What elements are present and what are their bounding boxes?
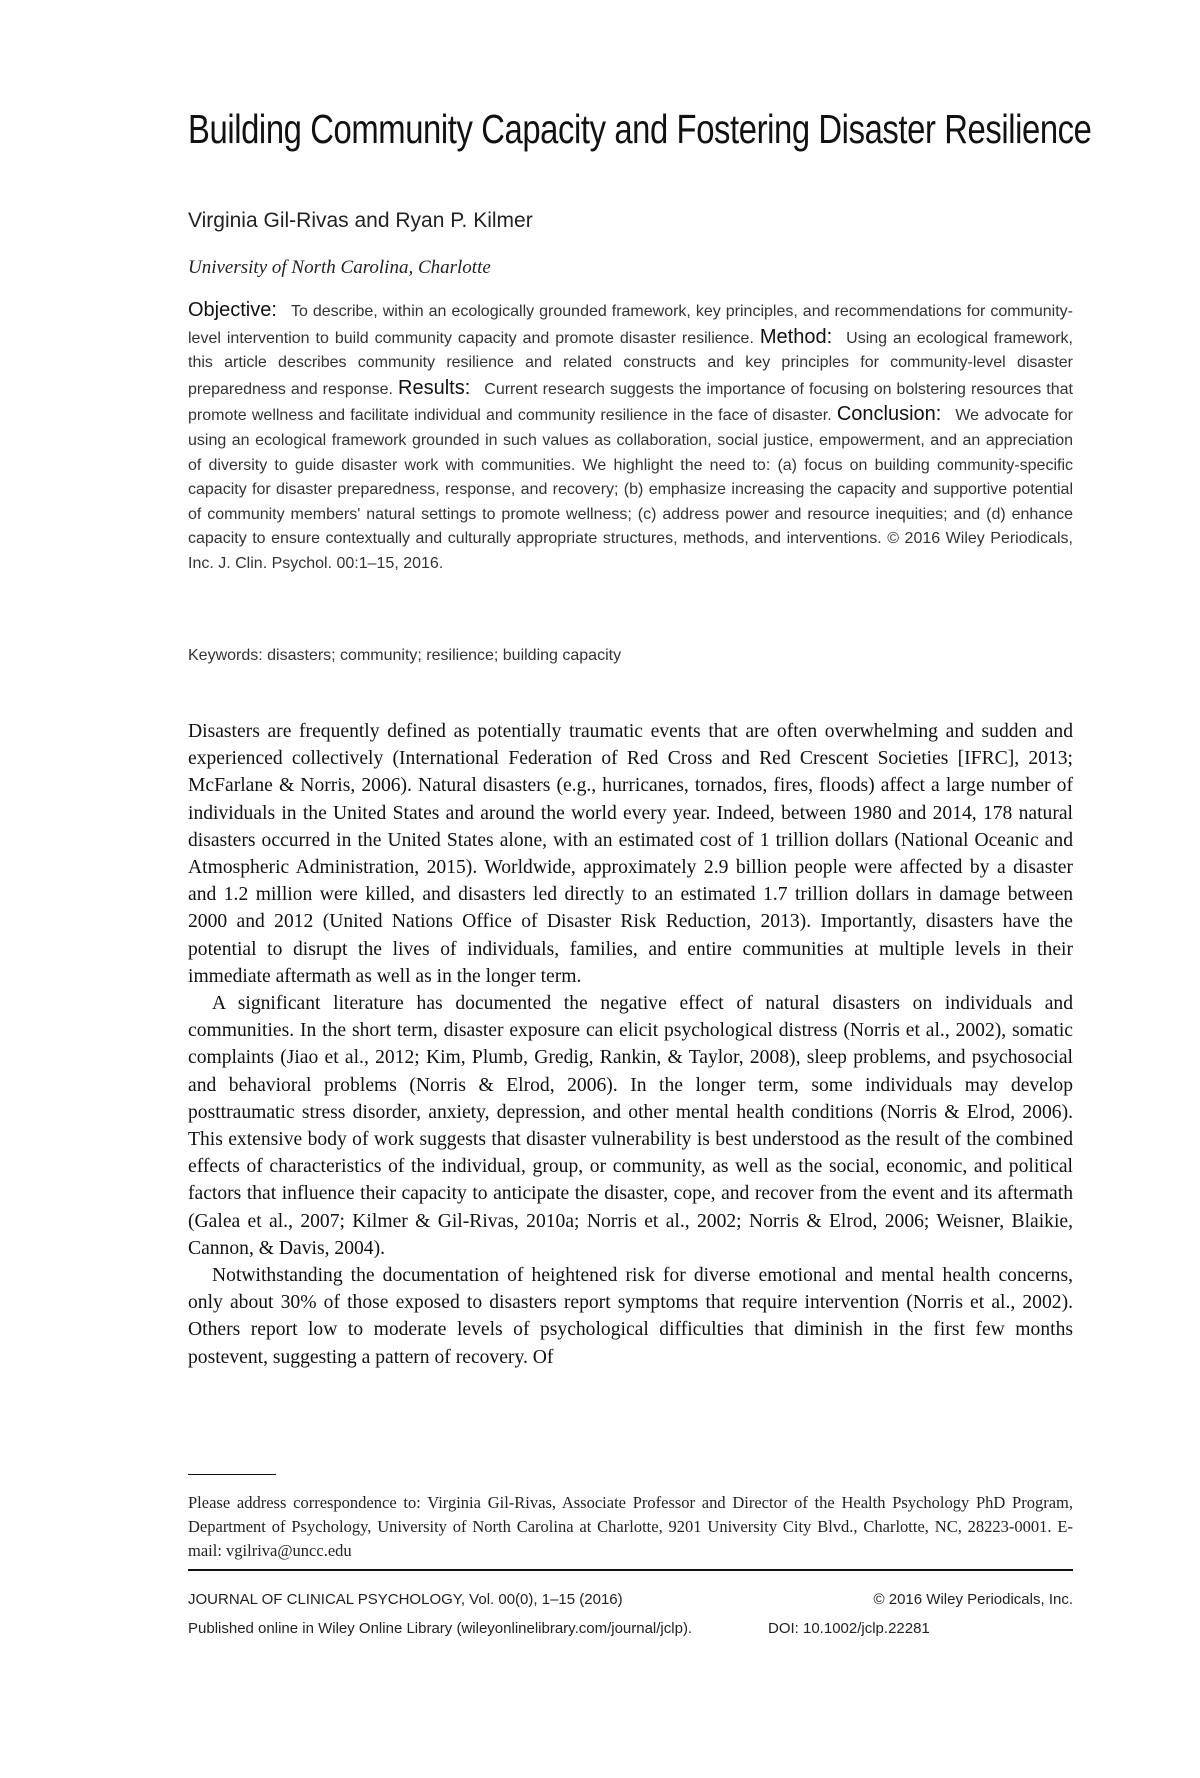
footnote-divider: [188, 1474, 276, 1475]
doi: DOI: 10.1002/jclp.22281: [768, 1620, 930, 1637]
abstract-conclusion-label: Conclusion:: [836, 403, 942, 426]
copyright-notice: © 2016 Wiley Periodicals, Inc.: [873, 1591, 1073, 1608]
journal-citation: JOURNAL OF CLINICAL PSYCHOLOGY, Vol. 00(0), 1–15 (2016): [188, 1591, 623, 1608]
body-paragraph: Notwithstanding the documentation of heightened risk for diverse emotional and mental health concerns, only about 30% of those exposed to disasters report symptoms that require intervention (Norris et al., 2002). Others report low to moderate levels of psychological difficulties that diminish in the first few months postevent, suggesting a pattern of recovery. Of: [188, 1265, 1073, 1368]
article-title: Building Community Capacity and Fostering Disaster Resilience: [188, 106, 1092, 152]
abstract: [188, 298, 1073, 577]
body-paragraph: A significant literature has documented the negative effect of natural disasters on individuals and communities. In the short term, disaster exposure can elicit psychological distress (Norris et al., 2002), somatic complaints (Jiao et al., 2012; Kim, Plumb, Gredig, Rankin, & Taylor, 2008), sleep problems, and psychosocial and behavioral problems (Norris & Elrod, 2006). In the longer term, some individuals may develop posttraumatic stress disorder, anxiety, depression, and other mental health conditions (Norris & Elrod, 2006). This extensive body of work suggests that disaster vulnerability is best understood as the result of the combined effects of characteristics of the individual, group, or community, as well as the social, economic, and political factors that influence their capacity to anticipate the disaster, cope, and recover from the event and its aftermath (Galea et al., 2007; Kilmer & Gil-Rivas, 2010a; Norris et al., 2002; Norris & Elrod, 2006; Weisner, Blaikie, Cannon, & Davis, 2004).: [188, 993, 1073, 1259]
author-affiliation: University of North Carolina, Charlotte: [188, 257, 491, 278]
correspondence-footnote: Please address correspondence to: Virginia Gil-Rivas, Associate Professor and Director of the Health Psychology PhD Program, Department of Psychology, University of North Carolina at Charlotte, 9201 University City Blvd., Charlotte, NC, 28223-0001. E-mail: vgilriva@uncc.edu: [188, 1493, 1073, 1560]
abstract-conclusion-text: We advocate for using an ecological framework grounded in such values as collaboration, social justice, empowerment, and an appreciation of diversity to guide disaster work with communities. We highlight the need to: (a) focus on building community-specific capacity for disaster preparedness, response, and recovery; (b) emphasize increasing the capacity and supportive potential of community members' natural settings to promote wellness; (c) address power and resource inequities; and (d) enhance capacity to ensure contextually and culturally appropriate structures, methods, and interventions.: [188, 407, 1073, 548]
abstract-method-label: Method:: [759, 325, 833, 348]
body-paragraph: Disasters are frequently defined as potentially traumatic events that are often overwhelming and sudden and experienced collectively (International Federation of Red Cross and Red Crescent Societies [IFRC], 2013; McFarlane & Norris, 2006). Natural disasters (e.g., hurricanes, tornados, fires, floods) affect a large number of individuals in the United States and around the world every year. Indeed, between 1980 and 2014, 178 natural disasters occurred in the United States alone, with an estimated cost of 1 trillion dollars (National Oceanic and Atmospheric Administration, 2015). Worldwide, approximately 2.9 billion people were affected by a disaster and 1.2 million were killed, and disasters led directly to an estimated 1.7 trillion dollars in damage between 2000 and 2012 (United Nations Office of Disaster Risk Reduction, 2013). Importantly, disasters have the potential to disrupt the lives of individuals, families, and entire communities at multiple levels in their immediate aftermath as well as in the longer term.: [188, 721, 1073, 987]
author-list: Virginia Gil-Rivas and Ryan P. Kilmer: [188, 209, 533, 232]
abstract-method-text: Using an ecological framework, this article describes community resilience and related constructs and key principles for community-level disaster preparedness and response.: [188, 329, 1074, 398]
body-text: [188, 718, 1073, 1371]
abstract-objective-label: Objective:: [188, 299, 277, 321]
footer-divider: [188, 1569, 1073, 1571]
published-online-note: Published online in Wiley Online Library (wileyonlinelibrary.com/journal/jclp).: [188, 1620, 693, 1637]
abstract-citation: © 2016 Wiley Periodicals, Inc. J. Clin. Psychol. 00:1–15, 2016.: [188, 530, 1073, 572]
abstract-results-text: Current research suggests the importance of focusing on bolstering resources that promote wellness and facilitate individual and community resilience in the face of disaster.: [188, 380, 1073, 425]
keywords: Keywords: disasters; community; resilience; building capacity: [188, 647, 622, 664]
abstract-objective-text: To describe, within an ecologically grounded framework, key principles, and recommendations for community-level intervention to build community capacity and promote disaster resilience.: [188, 303, 1073, 347]
abstract-results-label: Results:: [398, 376, 471, 399]
